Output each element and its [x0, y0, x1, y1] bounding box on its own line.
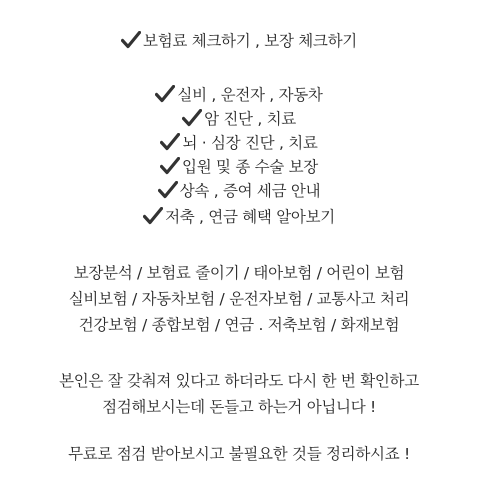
checklist-item-text: 뇌 · 심장 진단 , 치료 [182, 134, 318, 152]
message-line: 본인은 잘 갖춰져 있다고 하더라도 다시 한 번 확인하고 [59, 372, 419, 390]
checklist-item [0, 84, 478, 106]
check-mark-icon [143, 207, 163, 225]
check-mark-icon [182, 109, 202, 127]
checklist-item-text: 실비 , 운전자 , 자동차 [177, 86, 323, 104]
closing-line: 무료로 점검 받아보시고 불필요한 것들 정리하시죠 ! [68, 445, 410, 463]
category-line: 보장분석 / 보험료 줄이기 / 태아보험 / 어린이 보험 [73, 264, 405, 282]
header-text: 보험료 체크하기 , 보장 체크하기 [143, 32, 357, 50]
check-mark-icon [158, 181, 178, 199]
checklist-item [0, 156, 478, 178]
check-mark-icon [121, 31, 141, 49]
checklist-item [0, 180, 478, 202]
checklist-item-text: 입원 및 종 수술 보장 [182, 158, 318, 176]
check-mark-icon [160, 133, 180, 151]
checklist-item [0, 206, 478, 228]
checklist-item-text: 저축 , 연금 혜택 알아보기 [165, 208, 335, 226]
checklist-item-text: 암 진단 , 치료 [204, 110, 296, 128]
checklist-item [0, 132, 478, 154]
header-line [0, 30, 478, 52]
check-mark-icon [160, 157, 180, 175]
checklist-item [0, 108, 478, 130]
category-line: 건강보험 / 종합보험 / 연금 . 저축보험 / 화재보험 [78, 316, 400, 334]
message-line: 점검해보시는데 돈들고 하는거 아닙니다 ! [102, 398, 376, 416]
category-line: 실비보험 / 자동차보험 / 운전자보험 / 교통사고 처리 [68, 290, 410, 308]
checklist-item-text: 상속 , 증여 세금 안내 [179, 182, 321, 200]
check-mark-icon [155, 85, 175, 103]
